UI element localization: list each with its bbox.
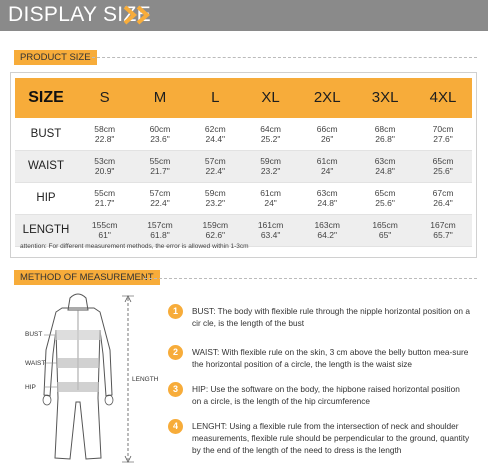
table-row: [15, 118, 472, 150]
waist-figure-label: WAIST: [25, 360, 46, 367]
table-row: [15, 150, 472, 182]
method-item-text: LENGHT: Using a flexible rule from the intersection of neck and shoulder measurements, flexible rule should be perpendicular to the ground, quantity by the end of the length of the need to dress is the length: [192, 421, 470, 455]
step-number-badge: 1: [168, 304, 183, 319]
table-cell: 59cm 23.2": [243, 150, 298, 182]
table-cell: 55cm 21.7": [132, 150, 187, 182]
table-cell: 57cm 22.4": [132, 182, 187, 214]
divider: [92, 57, 477, 58]
table-cell: 53cm 20.9": [77, 150, 132, 182]
table-cell: 60cm 23.6": [132, 118, 187, 150]
size-table-container: [10, 72, 477, 258]
table-cell: 66cm 26": [298, 118, 356, 150]
table-cell: 161cm 63.4": [243, 214, 298, 246]
table-cell: 63cm 24.8": [356, 150, 414, 182]
column-header: L: [188, 78, 243, 118]
product-size-label: PRODUCT SIZE: [14, 50, 97, 65]
table-cell: 59cm 23.2": [188, 182, 243, 214]
row-label: BUST: [15, 118, 77, 150]
table-cell: 57cm 22.4": [188, 150, 243, 182]
table-cell: 63cm 24.8": [298, 182, 356, 214]
double-chevron-right-icon: [123, 5, 155, 25]
row-label: HIP: [15, 182, 77, 214]
step-number-badge: 3: [168, 382, 183, 397]
header-banner: [0, 0, 488, 31]
size-table: [15, 78, 472, 247]
hip-figure-label: HIP: [25, 384, 36, 391]
table-cell: 58cm 22.8": [77, 118, 132, 150]
table-cell: 62cm 24.4": [188, 118, 243, 150]
table-cell: 157cm 61.8": [132, 214, 187, 246]
bust-figure-label: BUST: [25, 331, 43, 338]
table-cell: 65cm 25.6": [414, 150, 472, 182]
table-cell: 61cm 24": [243, 182, 298, 214]
column-header: 4XL: [414, 78, 472, 118]
step-number-badge: 4: [168, 419, 183, 434]
divider: [144, 278, 477, 279]
method-item-text: WAIST: With flexible rule on the skin, 3 cm above the belly button mea-sure the horizontal position of a circle, the length is the waist size: [192, 347, 469, 369]
table-cell: 67cm 26.4": [414, 182, 472, 214]
table-cell: 155cm 61": [77, 214, 132, 246]
table-cell: 163cm 64.2": [298, 214, 356, 246]
row-label: LENGTH: [15, 214, 77, 246]
column-header: S: [77, 78, 132, 118]
column-header: XL: [243, 78, 298, 118]
method-label: METHOD OF MEASUREMENT: [14, 270, 160, 285]
column-header: SIZE: [15, 78, 77, 118]
size-table-header: [15, 78, 472, 118]
length-figure-label: LENGTH: [132, 376, 159, 383]
table-cell: 167cm 65.7": [414, 214, 472, 246]
table-cell: 165cm 65": [356, 214, 414, 246]
column-header: 2XL: [298, 78, 356, 118]
table-cell: 70cm 27.6": [414, 118, 472, 150]
table-cell: 64cm 25.2": [243, 118, 298, 150]
table-cell: 61cm 24": [298, 150, 356, 182]
step-number-badge: 2: [168, 345, 183, 360]
column-header: 3XL: [356, 78, 414, 118]
page-title: DISPLAY SIZE: [8, 3, 151, 26]
table-cell: 159cm 62.6": [188, 214, 243, 246]
table-cell: 55cm 21.7": [77, 182, 132, 214]
table-cell: 65cm 25.6": [356, 182, 414, 214]
column-header: M: [132, 78, 187, 118]
row-label: WAIST: [15, 150, 77, 182]
method-item-text: BUST: The body with flexible rule through the nipple horizontal position on a cir cle, is the length of the bust: [192, 306, 470, 328]
table-row: [15, 214, 472, 246]
attention-note: attention: For different measurement methods, the error is allowed within 1-3cm: [20, 243, 249, 250]
measurement-figure: [0, 290, 160, 470]
table-row: [15, 182, 472, 214]
table-cell: 68cm 26.8": [356, 118, 414, 150]
method-item-text: HIP: Use the software on the body, the hipbone raised horizontal position on a circle, is the length of the hip circumference: [192, 384, 460, 406]
